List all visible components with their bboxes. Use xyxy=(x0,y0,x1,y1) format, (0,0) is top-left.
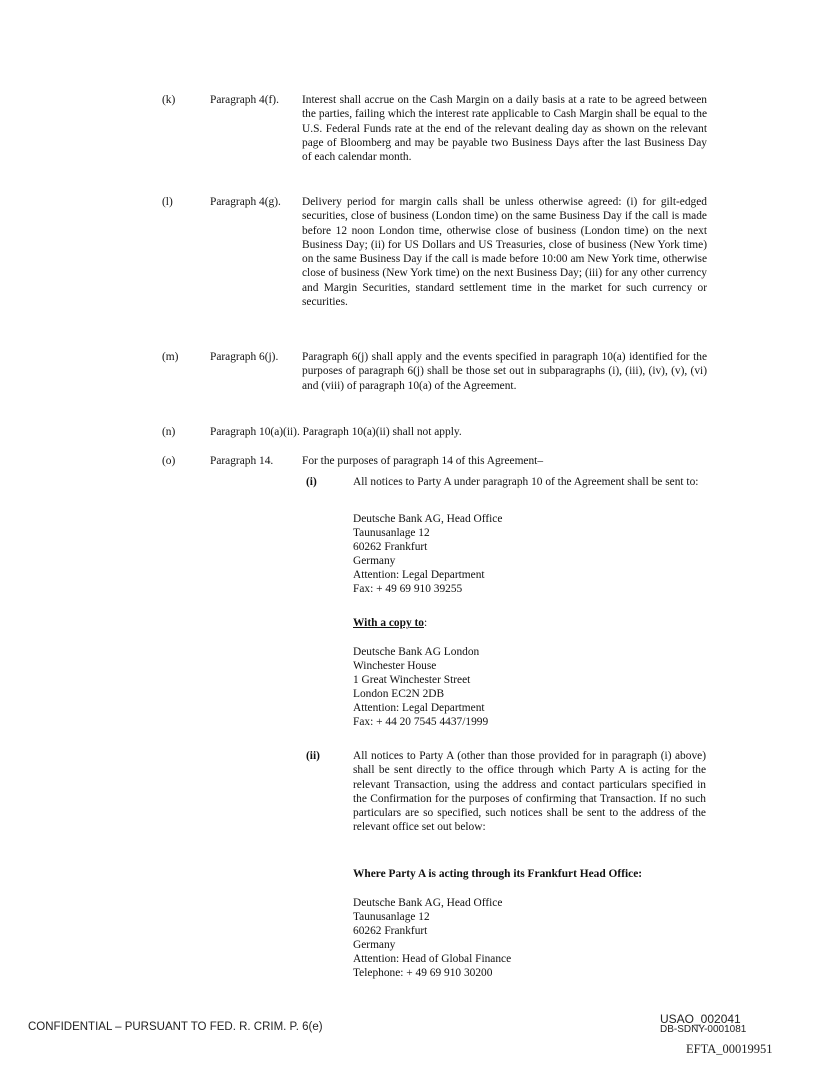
office-address xyxy=(353,896,713,980)
address-line: 60262 Frankfurt xyxy=(353,541,428,553)
clause-paragraph-ref: Paragraph 4(g). xyxy=(210,196,281,208)
usao-stamp: USAO_002041 xyxy=(660,1012,741,1026)
address-line: Winchester House xyxy=(353,660,437,672)
subclause-label: (i) xyxy=(306,476,317,488)
subclause-label: (ii) xyxy=(306,750,320,762)
clause-paragraph-ref: Paragraph 6(j). xyxy=(210,351,279,363)
clause-k xyxy=(162,93,707,164)
address-line: 60262 Frankfurt xyxy=(353,925,428,937)
address-line: Deutsche Bank AG London xyxy=(353,646,480,658)
address-line: Deutsche Bank AG, Head Office xyxy=(353,897,503,909)
subclause-text: All notices to Party A (other than those provided for in paragraph (i) above) shall be sent directly to the office through which Party A is acting for the relevant Transaction, using the address and contact particulars specified in the Confirmation for the purposes of confirming that Transaction. If no such particulars are so specified, such notices shall be sent to the address of the relevant office set out below: xyxy=(353,750,706,834)
address-line: Germany xyxy=(353,939,396,951)
address-line: Telephone: + 49 69 910 30200 xyxy=(353,967,493,979)
clause-text: Paragraph 10(a)(ii). Paragraph 10(a)(ii) shall not apply. xyxy=(210,426,462,438)
subclause-i xyxy=(306,475,706,489)
address-line: Fax: + 49 69 910 39255 xyxy=(353,583,463,595)
copy-address xyxy=(353,645,713,729)
copy-heading-text: With a copy to xyxy=(353,617,424,629)
clause-paragraph-ref: Paragraph 14. xyxy=(210,455,274,467)
office-heading xyxy=(353,867,713,881)
clause-m xyxy=(162,350,707,393)
clause-text: Paragraph 6(j) shall apply and the events specified in paragraph 10(a) identified for the purposes of paragraph 6(j) shall be those set out in subparagraphs (i), (iii), (iv), (v), (vi) and (viii) of paragraph 10(a) of the Agreement. xyxy=(302,351,707,392)
address-line: Taunusanlage 12 xyxy=(353,527,430,539)
office-heading-text: Where Party A is acting through its Frankfurt Head Office: xyxy=(353,868,643,880)
clause-text: Delivery period for margin calls shall be unless otherwise agreed: (i) for gilt-edged securities, close of business (London time) on the same Business Day if the call is made before 12 noon London time, otherwise close of business (London time) on the next Business Day; (ii) for US Dollars and US Treasuries, close of business (New York time) on the same Business Day if the call is made before 10:00 am New York time, otherwise close of business (New York time) on the next Business Day; (iii) for any other currency and Margin Securities, standard settlement time in the market for such currency or securities. xyxy=(302,196,707,308)
clause-label: (k) xyxy=(162,94,176,106)
clause-o xyxy=(162,454,707,468)
subclause-ii xyxy=(306,749,706,835)
address-line: Germany xyxy=(353,555,396,567)
copy-heading-colon: : xyxy=(424,617,428,629)
clause-label: (l) xyxy=(162,196,173,208)
address-line: Taunusanlage 12 xyxy=(353,911,430,923)
clause-paragraph-ref: Paragraph 4(f). xyxy=(210,94,279,106)
subclause-text: All notices to Party A under paragraph 10 of the Agreement shall be sent to: xyxy=(353,476,699,488)
address-line: Attention: Head of Global Finance xyxy=(353,953,512,965)
copy-heading xyxy=(353,616,713,630)
clause-text: Interest shall accrue on the Cash Margin on a daily basis at a rate to be agreed between the parties, failing which the interest rate applicable to Cash Margin shall be equal to the U.S. Federal Funds rate at the end of the relevant dealing day as shown on the relevant page of Bloomberg and may be payable two Business Days after the last Business Day of each calendar month. xyxy=(302,94,707,163)
efta-number: EFTA_00019951 xyxy=(686,1042,773,1056)
confidential-footer: CONFIDENTIAL – PURSUANT TO FED. R. CRIM. P. 6(e) xyxy=(28,1021,323,1033)
clause-l xyxy=(162,195,707,309)
clause-label: (o) xyxy=(162,455,176,467)
address-line: Fax: + 44 20 7545 4437/1999 xyxy=(353,716,489,728)
clause-text: For the purposes of paragraph 14 of this Agreement– xyxy=(302,455,544,467)
clause-label: (n) xyxy=(162,426,176,438)
clause-label: (m) xyxy=(162,351,179,363)
notice-address xyxy=(353,512,713,596)
address-line: Deutsche Bank AG, Head Office xyxy=(353,513,503,525)
address-line: Attention: Legal Department xyxy=(353,702,485,714)
address-line: London EC2N 2DB xyxy=(353,688,445,700)
address-line: 1 Great Winchester Street xyxy=(353,674,471,686)
db-bates-number: DB-SDNY-0001081 xyxy=(660,1024,747,1035)
address-line: Attention: Legal Department xyxy=(353,569,485,581)
